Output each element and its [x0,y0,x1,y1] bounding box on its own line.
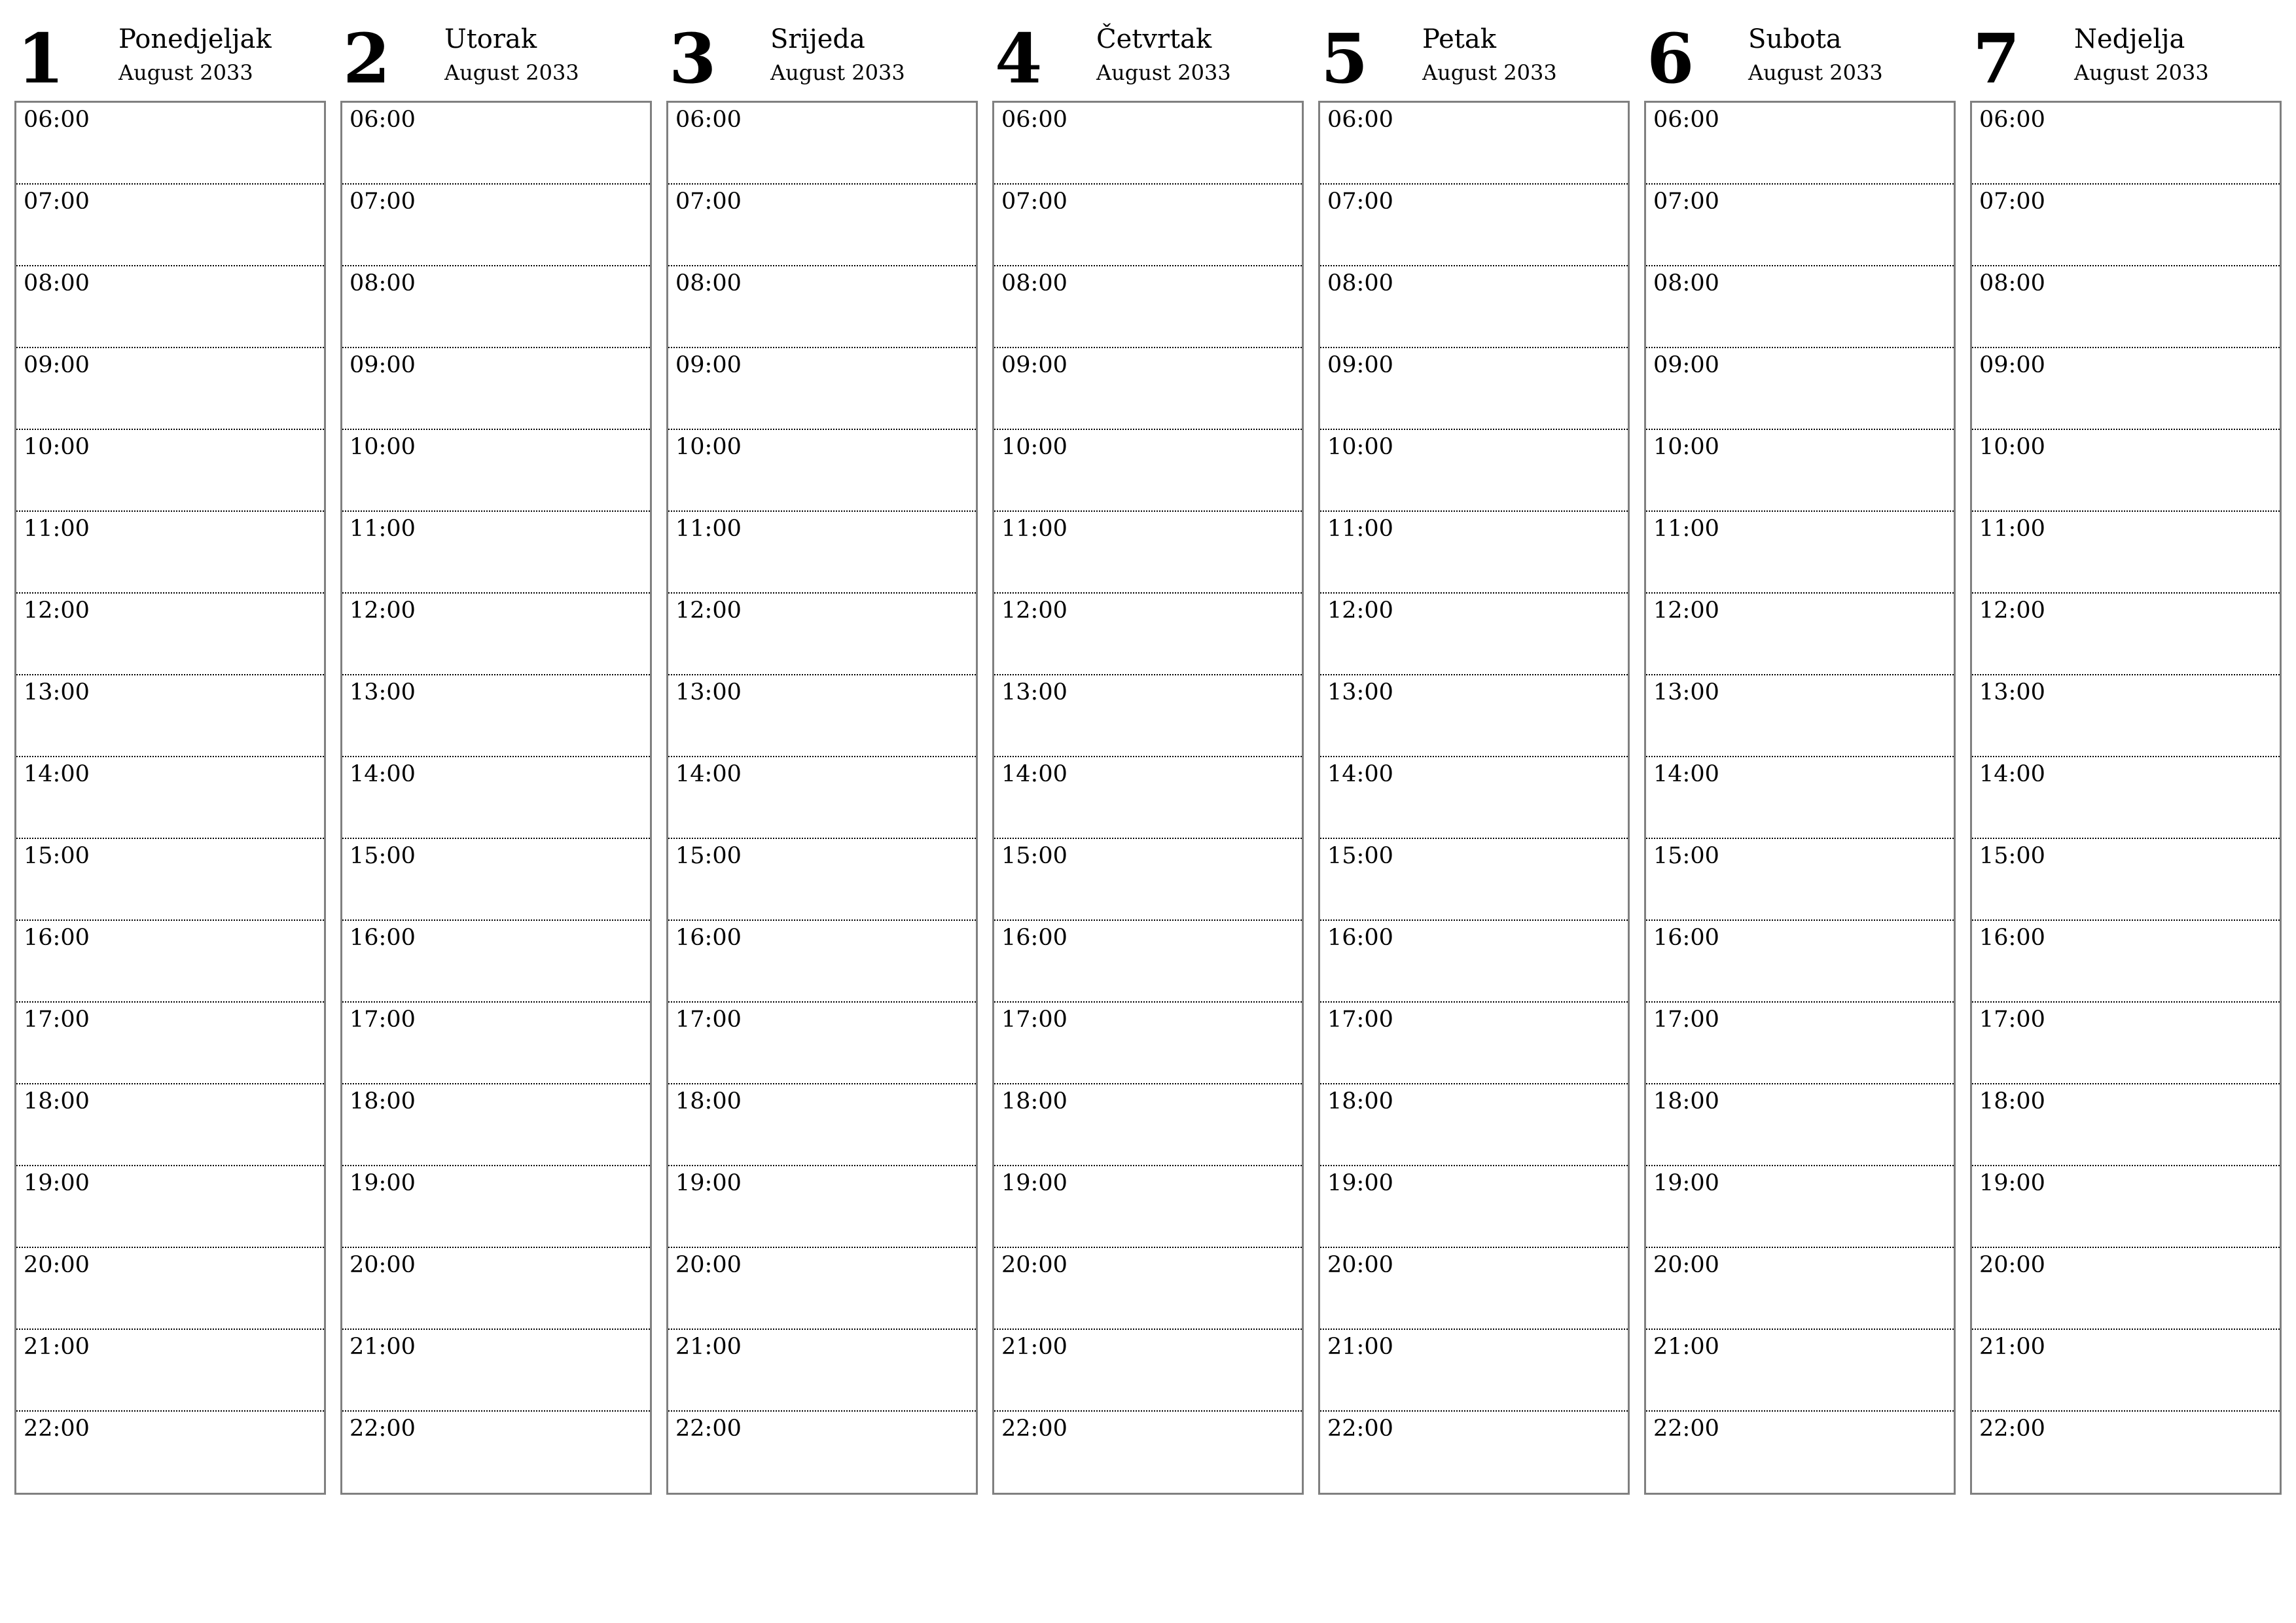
time-slot[interactable] [16,430,324,512]
time-slot[interactable] [342,348,650,430]
time-slot[interactable] [668,675,976,757]
time-slot[interactable] [1320,430,1628,512]
time-slot[interactable] [1972,430,2280,512]
time-slot[interactable] [668,266,976,348]
time-label: 10:00 [675,434,742,460]
time-label: 15:00 [1979,843,2045,869]
time-slot[interactable] [668,1412,976,1493]
day-month: August 2033 [444,60,579,85]
time-label: 21:00 [675,1334,742,1360]
time-label: 19:00 [1653,1170,1719,1196]
time-slot[interactable] [994,1166,1302,1248]
time-label: 15:00 [24,843,90,869]
time-label: 18:00 [1979,1088,2045,1115]
time-slot[interactable] [1972,185,2280,266]
time-label: 07:00 [24,188,90,215]
time-slot[interactable] [994,266,1302,348]
weekly-planner [14,18,2284,1495]
time-label: 17:00 [1653,1007,1719,1033]
time-label: 11:00 [350,516,416,542]
day-header [1644,18,1956,99]
time-slot[interactable] [1646,594,1954,675]
time-label: 09:00 [675,352,742,378]
time-label: 11:00 [1327,516,1393,542]
day-column [1644,18,1956,1495]
time-slot[interactable] [994,103,1302,185]
day-month: August 2033 [2074,60,2209,85]
time-label: 15:00 [675,843,742,869]
time-slot[interactable] [1646,921,1954,1003]
time-label: 22:00 [1001,1416,1067,1442]
time-label: 20:00 [1001,1252,1067,1278]
time-slot[interactable] [1320,348,1628,430]
time-slot[interactable] [342,757,650,839]
time-label: 15:00 [1001,843,1067,869]
time-slot[interactable] [342,839,650,921]
time-slot[interactable] [1646,185,1954,266]
time-label: 22:00 [1979,1416,2045,1442]
time-label: 07:00 [675,188,742,215]
day-header [340,18,652,99]
time-label: 21:00 [350,1334,416,1360]
time-slot[interactable] [1972,1084,2280,1166]
time-slot[interactable] [342,1330,650,1412]
time-slot[interactable] [16,185,324,266]
time-label: 12:00 [1001,597,1067,624]
time-label: 12:00 [675,597,742,624]
time-slot[interactable] [1646,348,1954,430]
time-label: 14:00 [1327,761,1393,787]
day-name: Srijeda [770,24,865,54]
time-slot[interactable] [16,1084,324,1166]
time-label: 21:00 [1653,1334,1719,1360]
time-label: 12:00 [1327,597,1393,624]
time-label: 08:00 [24,270,90,296]
time-label: 15:00 [1653,843,1719,869]
time-slot[interactable] [1972,1248,2280,1330]
time-slot[interactable] [1320,103,1628,185]
time-label: 14:00 [1653,761,1719,787]
time-slot[interactable] [16,921,324,1003]
time-slot[interactable] [16,675,324,757]
day-number: 3 [669,18,717,99]
time-slot[interactable] [1972,1330,2280,1412]
day-number: 1 [17,18,65,99]
time-label: 06:00 [24,107,90,133]
day-name: Subota [1748,24,1842,54]
time-slot[interactable] [1646,1330,1954,1412]
time-label: 06:00 [1979,107,2045,133]
time-label: 10:00 [1001,434,1067,460]
time-slot[interactable] [668,1248,976,1330]
time-slot[interactable] [668,185,976,266]
time-slot[interactable] [1972,348,2280,430]
time-slot[interactable] [668,512,976,594]
time-slot[interactable] [16,1412,324,1493]
time-label: 06:00 [1001,107,1067,133]
time-slot[interactable] [1972,675,2280,757]
time-slot[interactable] [1972,1166,2280,1248]
time-label: 14:00 [24,761,90,787]
time-label: 21:00 [1979,1334,2045,1360]
time-slot[interactable] [994,1248,1302,1330]
time-slot[interactable] [1972,512,2280,594]
time-slot[interactable] [994,757,1302,839]
time-label: 12:00 [24,597,90,624]
schedule-box [14,101,326,1495]
time-slot[interactable] [16,266,324,348]
time-slot[interactable] [668,839,976,921]
time-slot[interactable] [1320,1166,1628,1248]
day-column [340,18,652,1495]
time-label: 18:00 [24,1088,90,1115]
time-slot[interactable] [1972,103,2280,185]
time-slot[interactable] [994,1330,1302,1412]
time-slot[interactable] [994,430,1302,512]
time-label: 10:00 [24,434,90,460]
time-slot[interactable] [1972,1412,2280,1493]
time-label: 13:00 [24,679,90,705]
time-slot[interactable] [1320,594,1628,675]
schedule-box [1644,101,1956,1495]
time-slot[interactable] [16,348,324,430]
time-label: 10:00 [1327,434,1393,460]
time-slot[interactable] [668,757,976,839]
time-label: 18:00 [1327,1088,1393,1115]
time-slot[interactable] [1646,430,1954,512]
time-label: 20:00 [350,1252,416,1278]
day-column [666,18,978,1495]
day-month: August 2033 [1096,60,1231,85]
time-label: 22:00 [350,1416,416,1442]
time-slot[interactable] [994,921,1302,1003]
time-label: 15:00 [350,843,416,869]
time-slot[interactable] [342,1248,650,1330]
time-label: 11:00 [1001,516,1067,542]
time-label: 07:00 [1979,188,2045,215]
day-number: 6 [1647,18,1695,99]
time-slot[interactable] [16,1166,324,1248]
time-label: 09:00 [1979,352,2045,378]
time-slot[interactable] [342,675,650,757]
time-slot[interactable] [1972,921,2280,1003]
time-label: 14:00 [350,761,416,787]
time-slot[interactable] [16,512,324,594]
time-slot[interactable] [668,921,976,1003]
time-slot[interactable] [1320,839,1628,921]
time-slot[interactable] [1320,1412,1628,1493]
time-label: 06:00 [1653,107,1719,133]
time-label: 20:00 [1327,1252,1393,1278]
time-slot[interactable] [16,1248,324,1330]
time-label: 19:00 [1979,1170,2045,1196]
time-label: 10:00 [350,434,416,460]
time-slot[interactable] [1972,757,2280,839]
time-label: 20:00 [1653,1252,1719,1278]
time-label: 14:00 [1979,761,2045,787]
schedule-box [1970,101,2282,1495]
time-slot[interactable] [342,594,650,675]
time-label: 17:00 [675,1007,742,1033]
day-header [1970,18,2282,99]
time-label: 18:00 [1001,1088,1067,1115]
time-slot[interactable] [342,266,650,348]
time-label: 09:00 [24,352,90,378]
time-label: 08:00 [1979,270,2045,296]
day-column [1318,18,1630,1495]
time-label: 07:00 [1327,188,1393,215]
time-slot[interactable] [1646,675,1954,757]
time-slot[interactable] [994,1412,1302,1493]
time-label: 08:00 [675,270,742,296]
time-label: 09:00 [1001,352,1067,378]
time-label: 12:00 [1979,597,2045,624]
time-label: 16:00 [24,925,90,951]
time-slot[interactable] [1646,1166,1954,1248]
time-label: 11:00 [1979,516,2045,542]
time-label: 13:00 [1653,679,1719,705]
time-slot[interactable] [668,1084,976,1166]
time-label: 21:00 [24,1334,90,1360]
time-label: 08:00 [1327,270,1393,296]
time-slot[interactable] [342,1003,650,1084]
time-label: 13:00 [1001,679,1067,705]
time-slot[interactable] [668,430,976,512]
time-slot[interactable] [668,1330,976,1412]
time-label: 22:00 [1653,1416,1719,1442]
day-number: 2 [343,18,391,99]
time-label: 19:00 [350,1170,416,1196]
time-slot[interactable] [1972,266,2280,348]
time-slot[interactable] [994,839,1302,921]
time-slot[interactable] [1646,757,1954,839]
time-slot[interactable] [1320,1003,1628,1084]
time-label: 18:00 [350,1088,416,1115]
time-label: 08:00 [1653,270,1719,296]
schedule-box [992,101,1304,1495]
time-label: 12:00 [1653,597,1719,624]
time-label: 22:00 [24,1416,90,1442]
time-label: 16:00 [1979,925,2045,951]
time-label: 22:00 [675,1416,742,1442]
schedule-box [666,101,978,1495]
time-slot[interactable] [668,1166,976,1248]
time-label: 11:00 [675,516,742,542]
time-label: 14:00 [1001,761,1067,787]
time-slot[interactable] [342,512,650,594]
time-slot[interactable] [994,675,1302,757]
time-slot[interactable] [994,1003,1302,1084]
time-slot[interactable] [1320,266,1628,348]
day-number: 4 [995,18,1043,99]
time-slot[interactable] [1972,1003,2280,1084]
time-label: 13:00 [675,679,742,705]
time-slot[interactable] [342,1412,650,1493]
time-label: 08:00 [1001,270,1067,296]
time-slot[interactable] [994,348,1302,430]
time-label: 22:00 [1327,1416,1393,1442]
day-number: 7 [1973,18,2020,99]
time-slot[interactable] [668,594,976,675]
time-label: 21:00 [1327,1334,1393,1360]
time-label: 15:00 [1327,843,1393,869]
time-slot[interactable] [342,185,650,266]
time-slot[interactable] [1320,512,1628,594]
day-name: Ponedjeljak [118,24,272,54]
time-label: 06:00 [1327,107,1393,133]
day-column [992,18,1304,1495]
time-label: 13:00 [350,679,416,705]
time-slot[interactable] [1320,675,1628,757]
time-label: 14:00 [675,761,742,787]
day-month: August 2033 [1748,60,1883,85]
time-label: 20:00 [675,1252,742,1278]
day-column [1970,18,2282,1495]
time-slot[interactable] [994,185,1302,266]
time-slot[interactable] [1646,1412,1954,1493]
time-label: 19:00 [1327,1170,1393,1196]
time-slot[interactable] [16,1330,324,1412]
time-slot[interactable] [16,1003,324,1084]
time-slot[interactable] [1320,1084,1628,1166]
time-label: 18:00 [1653,1088,1719,1115]
day-name: Četvrtak [1096,24,1212,54]
time-slot[interactable] [342,430,650,512]
time-slot[interactable] [668,103,976,185]
time-label: 16:00 [350,925,416,951]
time-slot[interactable] [1646,266,1954,348]
time-slot[interactable] [994,512,1302,594]
time-label: 10:00 [1653,434,1719,460]
time-slot[interactable] [342,103,650,185]
time-label: 20:00 [1979,1252,2045,1278]
time-label: 13:00 [1327,679,1393,705]
time-slot[interactable] [1320,185,1628,266]
time-slot[interactable] [1972,594,2280,675]
time-label: 07:00 [350,188,416,215]
time-slot[interactable] [1972,839,2280,921]
time-label: 17:00 [1979,1007,2045,1033]
time-label: 19:00 [675,1170,742,1196]
day-month: August 2033 [1422,60,1557,85]
time-slot[interactable] [668,1003,976,1084]
time-slot[interactable] [342,921,650,1003]
time-slot[interactable] [1646,1084,1954,1166]
time-label: 12:00 [350,597,416,624]
day-header [666,18,978,99]
time-label: 17:00 [1001,1007,1067,1033]
time-slot[interactable] [1320,1330,1628,1412]
day-header [992,18,1304,99]
time-label: 16:00 [1653,925,1719,951]
time-slot[interactable] [1646,103,1954,185]
time-slot[interactable] [1646,839,1954,921]
time-slot[interactable] [1646,1003,1954,1084]
time-label: 11:00 [1653,516,1719,542]
day-header [14,18,326,99]
time-label: 06:00 [350,107,416,133]
time-label: 17:00 [1327,1007,1393,1033]
time-slot[interactable] [16,594,324,675]
time-slot[interactable] [342,1084,650,1166]
time-slot[interactable] [16,757,324,839]
time-slot[interactable] [668,348,976,430]
time-label: 16:00 [1327,925,1393,951]
day-name: Utorak [444,24,537,54]
day-name: Nedjelja [2074,24,2185,54]
time-label: 11:00 [24,516,90,542]
time-slot[interactable] [16,839,324,921]
time-slot[interactable] [1646,1248,1954,1330]
time-label: 13:00 [1979,679,2045,705]
time-label: 10:00 [1979,434,2045,460]
time-label: 09:00 [350,352,416,378]
schedule-box [340,101,652,1495]
day-month: August 2033 [118,60,253,85]
time-slot[interactable] [1320,1248,1628,1330]
time-label: 16:00 [675,925,742,951]
time-slot[interactable] [1320,757,1628,839]
time-slot[interactable] [342,1166,650,1248]
time-slot[interactable] [1646,512,1954,594]
time-label: 09:00 [1653,352,1719,378]
day-header [1318,18,1630,99]
time-slot[interactable] [994,1084,1302,1166]
time-slot[interactable] [1320,921,1628,1003]
time-slot[interactable] [994,594,1302,675]
time-label: 06:00 [675,107,742,133]
day-name: Petak [1422,24,1496,54]
time-label: 07:00 [1001,188,1067,215]
time-slot[interactable] [16,103,324,185]
time-label: 17:00 [24,1007,90,1033]
day-month: August 2033 [770,60,905,85]
time-label: 07:00 [1653,188,1719,215]
time-label: 17:00 [350,1007,416,1033]
time-label: 21:00 [1001,1334,1067,1360]
time-label: 18:00 [675,1088,742,1115]
time-label: 16:00 [1001,925,1067,951]
schedule-box [1318,101,1630,1495]
time-label: 09:00 [1327,352,1393,378]
time-label: 08:00 [350,270,416,296]
time-label: 19:00 [24,1170,90,1196]
time-label: 19:00 [1001,1170,1067,1196]
day-column [14,18,326,1495]
day-number: 5 [1321,18,1369,99]
time-label: 20:00 [24,1252,90,1278]
